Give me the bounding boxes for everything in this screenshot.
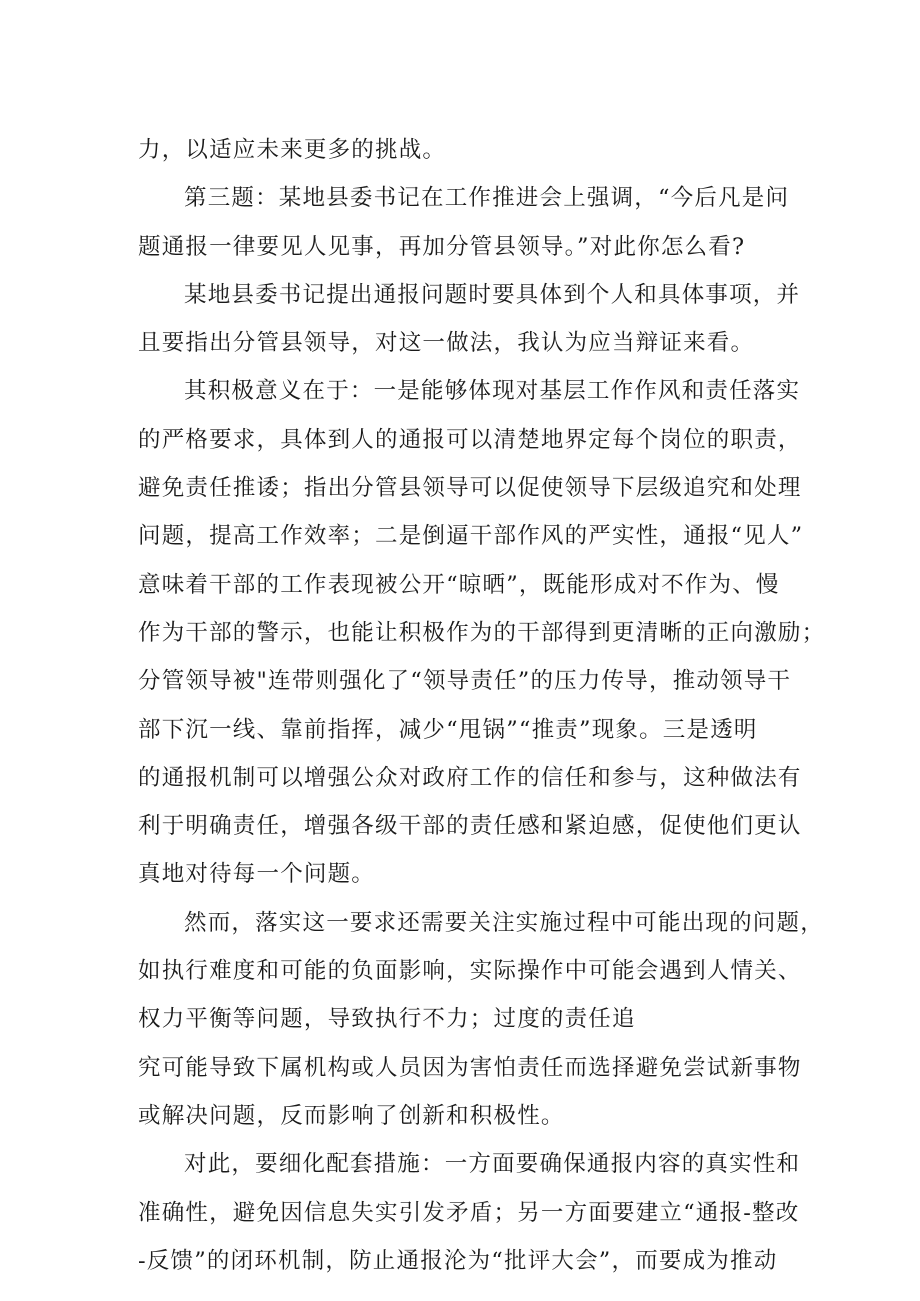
text-line: 意味着干部的工作表现被公开“晾晒”，既能形成对不作为、慢 bbox=[138, 571, 780, 598]
text-line: 且要指出分管县领导，对这一做法，我认为应当辩证来看。 bbox=[138, 330, 755, 357]
text-line: 利于明确责任，增强各级干部的责任感和紧迫感，促使他们更认 bbox=[138, 813, 802, 840]
text-line: 或解决问题，反而影响了创新和积极性。 bbox=[138, 1102, 565, 1129]
text-line: 究可能导致下属机构或人员因为害怕责任而选择避免尝试新事物 bbox=[138, 1054, 802, 1081]
text-line: 分管领导被"连带则强化了“领导责任”的压力传导，推动领导干 bbox=[138, 668, 792, 695]
text-line: 对此，要细化配套措施：一方面要确保通报内容的真实性和 bbox=[184, 1151, 801, 1178]
text-line: 题通报一律要见人见事，再加分管县领导。”对此你怎么看? bbox=[138, 233, 746, 260]
text-line: 力，以适应未来更多的挑战。 bbox=[138, 137, 447, 163]
text-line: 然而，落实这一要求还需要关注实施过程中可能出现的问题， bbox=[184, 909, 824, 936]
document-body bbox=[138, 126, 826, 1285]
text-line: 部下沉一线、靠前指挥，减少“甩锅”“推责”现象。三是透明 bbox=[138, 716, 758, 743]
text-line: 如执行难度和可能的负面影响，实际操作中可能会遇到人情关、 bbox=[138, 958, 802, 985]
text-line: 其积极意义在于：一是能够体现对基层工作作风和责任落实 bbox=[184, 378, 801, 405]
text-line: 的严格要求，具体到人的通报可以清楚地界定每个岗位的职责， bbox=[138, 426, 802, 453]
text-line: 作为干部的警示，也能让积极作为的干部得到更清晰的正向激励； bbox=[138, 619, 826, 646]
text-line: 准确性，避免因信息失实引发矛盾；另一方面要建立“通报-整改 bbox=[138, 1199, 800, 1226]
text-line: 问题，提高工作效率；二是倒逼干部作风的严实性，通报“见人” bbox=[138, 523, 804, 550]
text-line: 第三题：某地县委书记在工作推进会上强调，“今后凡是问 bbox=[184, 185, 790, 212]
text-line: 真地对待每一个问题。 bbox=[138, 861, 376, 888]
text-line: 避免责任推诿；指出分管县领导可以促使领导下层级追究和处理 bbox=[138, 475, 802, 502]
text-line: -反馈”的闭环机制，防止通报沦为“批评大会”，而要成为推动 bbox=[138, 1247, 778, 1274]
text-line: 某地县委书记提出通报问题时要具体到个人和具体事项，并 bbox=[184, 281, 801, 308]
text-line: 权力平衡等问题，导致执行不力；过度的责任追 bbox=[138, 1006, 636, 1033]
text-line: 的通报机制可以增强公众对政府工作的信任和参与，这种做法有 bbox=[138, 764, 802, 791]
